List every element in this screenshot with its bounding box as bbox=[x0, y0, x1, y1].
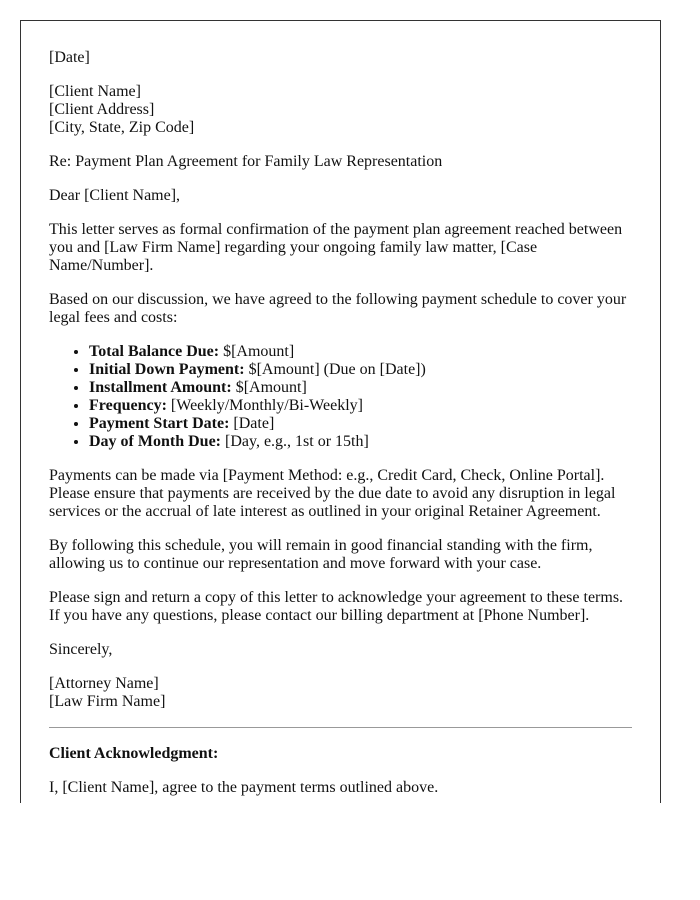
intro-paragraph: This letter serves as formal confirmation of the payment plan agreement reached between you and [Law Firm Name] regarding your ongoing family law matter, [Case Name/Number]. bbox=[49, 221, 623, 274]
item-value: $[Amount] bbox=[219, 343, 295, 360]
payment-method-paragraph: Payments can be made via [Payment Method: e.g., Credit Card, Check, Online Portal]. Please ensure that payments are received by the due date to avoid any disruption in legal services or the accrual of late interest as outlined in your original Retainer Agreement. bbox=[49, 467, 616, 520]
item-label: Frequency: bbox=[89, 397, 167, 414]
payment-schedule-list bbox=[49, 343, 632, 451]
return-paragraph: Please sign and return a copy of this letter to acknowledge your agreement to these terms. If you have any questions, please contact our billing department at [Phone Number]. bbox=[49, 589, 624, 624]
list-item bbox=[89, 433, 632, 451]
recipient-address bbox=[49, 83, 632, 137]
letter-page bbox=[20, 20, 661, 803]
recipient-street: [Client Address] bbox=[49, 101, 155, 118]
date: [Date] bbox=[49, 49, 90, 66]
item-value: [Date] bbox=[229, 415, 275, 432]
list-item bbox=[89, 415, 632, 433]
acknowledgment-heading bbox=[49, 745, 632, 763]
item-label: Day of Month Due: bbox=[89, 433, 221, 450]
firm-name: [Law Firm Name] bbox=[49, 693, 166, 710]
list-item bbox=[89, 343, 632, 361]
divider bbox=[49, 727, 632, 728]
attorney-name: [Attorney Name] bbox=[49, 675, 159, 692]
subject-line: Re: Payment Plan Agreement for Family Law Representation bbox=[49, 153, 443, 170]
item-label: Installment Amount: bbox=[89, 379, 232, 396]
recipient-name: [Client Name] bbox=[49, 83, 141, 100]
list-item bbox=[89, 361, 632, 379]
list-item bbox=[89, 397, 632, 415]
item-label: Payment Start Date: bbox=[89, 415, 230, 432]
salutation: Dear [Client Name], bbox=[49, 187, 181, 204]
recipient-city: [City, State, Zip Code] bbox=[49, 119, 195, 136]
item-label: Initial Down Payment: bbox=[89, 361, 245, 378]
item-value: $[Amount] bbox=[231, 379, 307, 396]
item-label: Total Balance Due: bbox=[89, 343, 220, 360]
item-value: [Weekly/Monthly/Bi-Weekly] bbox=[166, 397, 363, 414]
closing: Sincerely, bbox=[49, 641, 113, 658]
standing-paragraph: By following this schedule, you will remain in good financial standing with the firm, allowing us to continue our representation and move forward with your case. bbox=[49, 537, 593, 572]
list-item bbox=[89, 379, 632, 397]
item-value: [Day, e.g., 1st or 15th] bbox=[221, 433, 369, 450]
acknowledgment-text: I, [Client Name], agree to the payment terms outlined above. bbox=[49, 779, 439, 796]
signature-block bbox=[49, 675, 632, 711]
acknowledgment-heading-text: Client Acknowledgment: bbox=[49, 745, 219, 762]
item-value: $[Amount] (Due on [Date]) bbox=[244, 361, 426, 378]
schedule-intro: Based on our discussion, we have agreed to the following payment schedule to cover your legal fees and costs: bbox=[49, 291, 627, 326]
